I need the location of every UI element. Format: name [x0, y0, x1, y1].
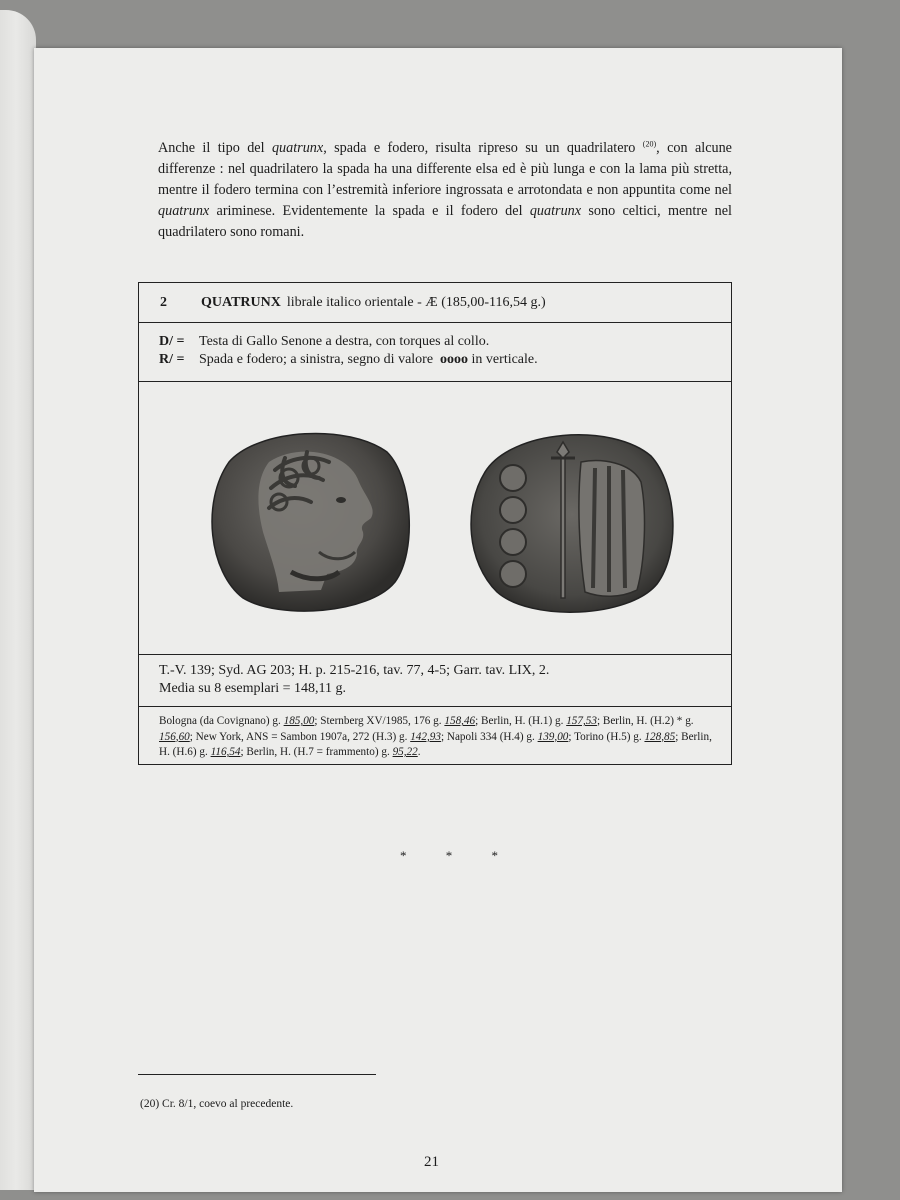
references-text: T.-V. 139; Syd. AG 203; H. p. 215-216, tav. 77, 4-5; Garr. tav. LIX, 2. — [159, 663, 550, 678]
text-run: , spada e fodero, risulta ripreso su un quadrilatero — [323, 140, 643, 156]
coin-sources-row — [139, 707, 731, 764]
obverse-coin-image — [199, 422, 415, 618]
text-run: ariminese. Evidentemente la spada e il fodero del — [209, 203, 530, 219]
source-weight: 158,46 — [444, 715, 476, 727]
source-weight: 116,54 — [210, 746, 241, 758]
intro-paragraph — [158, 138, 732, 243]
obverse-text: Testa di Gallo Senone a destra, con torques al collo. — [199, 334, 490, 349]
source-weight: 95,22 — [392, 746, 418, 758]
text-run: in verticale. — [468, 352, 538, 367]
source-entry: ; Berlin, H. (H.6) g. — [159, 730, 712, 758]
reverse-text — [199, 351, 538, 369]
coin-number: 2 — [160, 294, 167, 310]
page-number: 21 — [424, 1154, 439, 1170]
footnote: (20) Cr. 8/1, coevo al precedente. — [140, 1098, 294, 1110]
footnote-divider — [138, 1074, 376, 1075]
italic-term: quatrunx — [158, 203, 210, 219]
average-weight-text: Media su 8 esemplari = 148,11 g. — [159, 681, 347, 696]
source-weight: 142,93 — [410, 730, 441, 743]
source-entry: ; Berlin, H. (H.7 = frammento) g. — [240, 746, 393, 758]
source-entry: Bologna (da Covignano) g. — [159, 715, 284, 727]
coin-subtitle: librale italico orientale - Æ (185,00-116,54 g.) — [286, 294, 546, 310]
text-run: Spada e fodero; a sinistra, segno di valore — [199, 352, 437, 367]
coin-name: QUATRUNX — [201, 294, 281, 310]
value-mark: oooo — [440, 352, 469, 367]
coin-title-row — [139, 283, 731, 323]
book-page — [34, 48, 842, 1192]
source-weight: 156,60 — [159, 730, 190, 743]
adjacent-page-edge — [0, 10, 36, 1190]
source-entry: ; Berlin, H. (H.1) g. — [475, 715, 567, 727]
source-weight: 139,00 — [537, 730, 569, 743]
obverse-line — [159, 333, 731, 351]
footnote-ref: (20) — [642, 139, 657, 149]
sources-text — [159, 715, 712, 758]
source-weight: 185,00 — [283, 715, 315, 727]
source-entry: ; Torino (H.5) g. — [568, 730, 645, 743]
text-run: , con alcune differenze : nel quadrilatero la spada ha una differente elsa ed è più lunga e con la lama più stretta, mentre il fodero termina con l’estremità inferiore ingrossata e arrotondata e non appuntita come nel — [158, 140, 732, 198]
text-run: sono celtici, mentre nel quadrilatero sono romani. — [158, 203, 732, 240]
coin-references-row — [139, 655, 731, 707]
obverse-label: D/ = — [159, 334, 185, 349]
reverse-line — [159, 351, 731, 369]
source-weight: 128,85 — [644, 730, 676, 743]
coin-catalog-table — [138, 282, 732, 765]
italic-term: quatrunx — [271, 140, 324, 156]
coin-images-row — [139, 382, 731, 655]
italic-term: quatrunx — [529, 203, 582, 219]
section-separator: * * * — [400, 848, 516, 863]
source-end: . — [417, 746, 421, 758]
source-entry: ; New York, ANS = Sambon 1907a, 272 (H.3) g. — [189, 730, 411, 743]
coin-description-row — [139, 323, 731, 382]
text-run: Anche il tipo del — [158, 140, 272, 156]
reverse-label: R/ = — [159, 352, 185, 367]
source-entry: ; Sternberg XV/1985, 176 g. — [314, 715, 445, 727]
source-entry: ; Napoli 334 (H.4) g. — [440, 730, 538, 743]
source-entry: ; Berlin, H. (H.2) * g. — [596, 715, 694, 727]
reverse-coin-image — [461, 422, 677, 618]
source-weight: 157,53 — [566, 715, 597, 727]
